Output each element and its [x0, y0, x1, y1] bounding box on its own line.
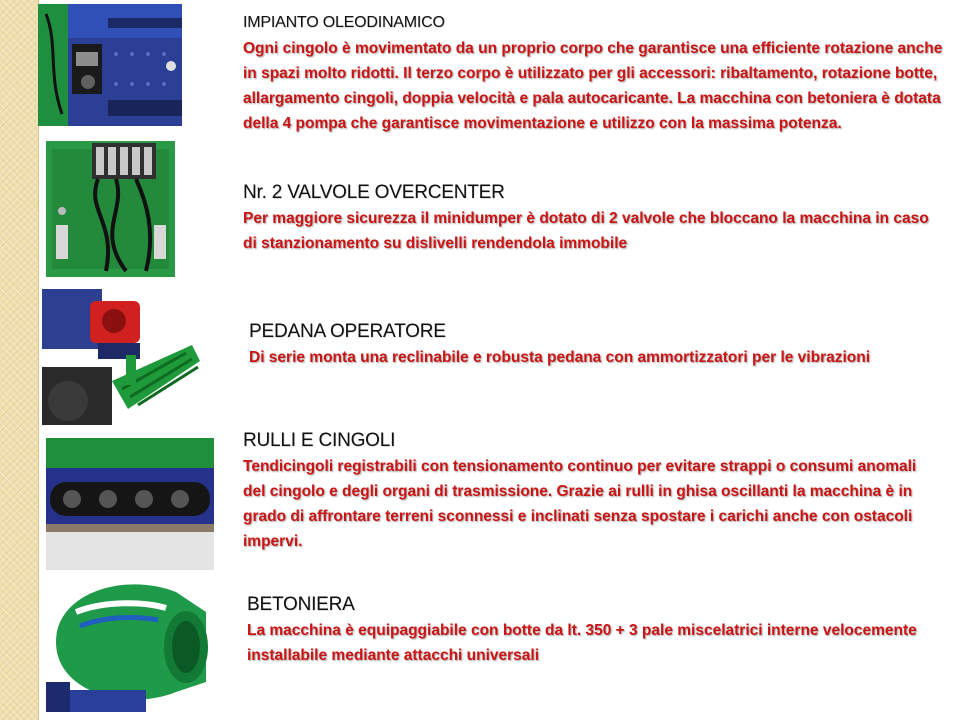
rollers-tracks-photo: [46, 438, 214, 570]
decorative-side-stripe: [0, 0, 39, 720]
section-title: RULLI E CINGOLI: [243, 430, 396, 451]
section-text: La macchina è equipaggiabile con botte da lt. 350 + 3 pale miscelatrici interne velocemente installabile mediante attacchi universali: [247, 622, 917, 664]
section-title: BETONIERA: [247, 594, 355, 615]
concrete-mixer-photo: [46, 572, 214, 712]
section-valvole-overcenter: [243, 182, 933, 256]
hydraulic-system-photo: [38, 4, 182, 126]
section-text: Di serie monta una reclinabile e robusta pedana con ammortizzatori per le vibrazioni: [249, 349, 871, 366]
section-pedana-operatore: [249, 321, 929, 370]
section-impianto-oleodinamico: [243, 13, 943, 136]
operator-platform-photo: [42, 289, 202, 425]
section-text: Per maggiore sicurezza il minidumper è dotato di 2 valvole che bloccano la macchina in caso di stanzionamento su dislivelli rendendola immobile: [243, 210, 929, 252]
section-text: Ogni cingolo è movimentato da un proprio corpo che garantisce una efficiente rotazione anche in spazi molto ridotti. Il terzo corpo è utilizzato per gli accessori: ribaltamento, rotazione botte, allargamento cingoli, doppia velocità e pala autocaricante. La macchina con betoniera è dotata della 4 pompa che garantisce movimentazione e utilizzo con la massima potenza.: [243, 40, 943, 132]
overcenter-valves-photo: [46, 141, 175, 277]
section-rulli-e-cingoli: [243, 430, 933, 554]
section-text: Tendicingoli registrabili con tensionamento continuo per evitare strappi o consumi anomali del cingolo e degli organi di trasmissione. Grazie ai rulli in ghisa oscillanti la macchina è in grado di affrontare terreni sconnessi e inclinati senza spostare i carichi anche con ostacoli impervi.: [243, 458, 917, 550]
section-title: Nr. 2 VALVOLE OVERCENTER: [243, 182, 505, 203]
section-betoniera: [247, 594, 937, 668]
section-title: PEDANA OPERATORE: [249, 321, 446, 342]
section-title: IMPIANTO OLEODINAMICO: [243, 14, 445, 31]
